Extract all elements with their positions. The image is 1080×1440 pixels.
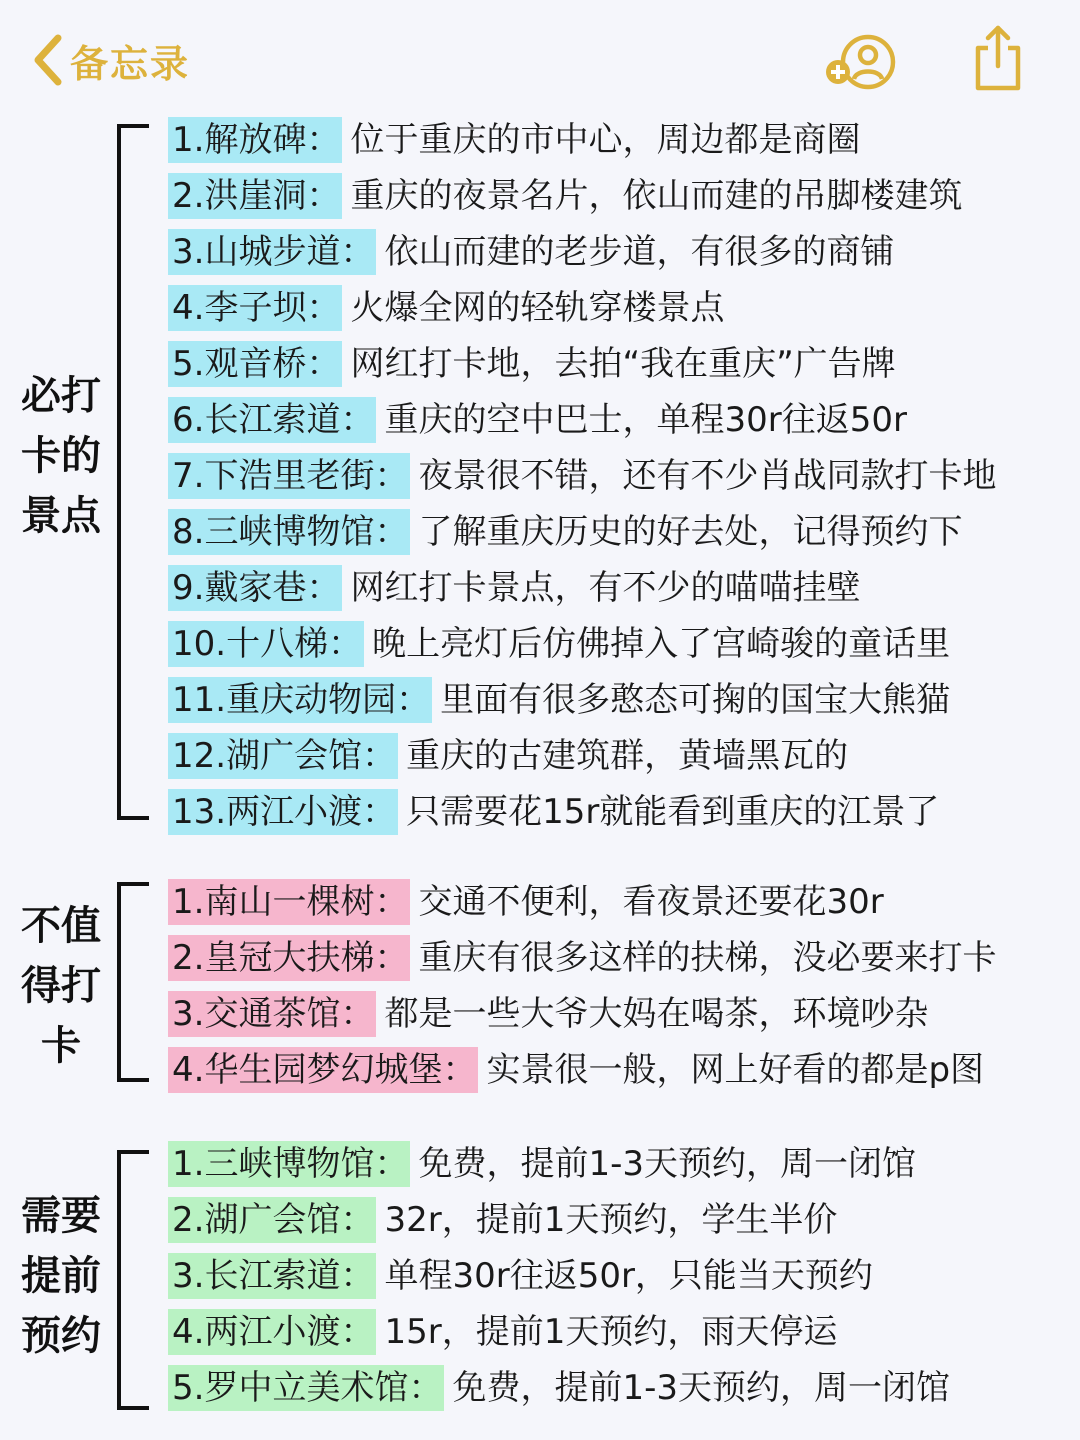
share-icon bbox=[968, 22, 1028, 94]
list-item bbox=[168, 1136, 950, 1192]
list-item bbox=[168, 112, 996, 168]
item-description: 火爆全网的轻轨穿楼景点 bbox=[350, 288, 725, 328]
item-description: 实景很一般，网上好看的都是p图 bbox=[486, 1050, 985, 1090]
item-description: 里面有很多憨态可掬的国宝大熊猫 bbox=[440, 680, 951, 720]
list-item bbox=[168, 986, 996, 1042]
list-item bbox=[168, 392, 996, 448]
item-description: 重庆的古建筑群，黄墙黑瓦的 bbox=[406, 736, 849, 776]
item-name: 11.重庆动物园： bbox=[168, 677, 432, 723]
section-bracket bbox=[117, 124, 149, 820]
list-item bbox=[168, 1042, 996, 1098]
navigation-bar bbox=[0, 0, 1080, 118]
section-label: 需要提前预约 bbox=[21, 1193, 101, 1359]
item-description: 15r，提前1天预约，雨天停运 bbox=[384, 1312, 838, 1352]
list-item bbox=[168, 280, 996, 336]
section-bracket bbox=[117, 1150, 149, 1410]
item-list bbox=[168, 112, 996, 840]
item-name: 3.交通茶馆： bbox=[168, 991, 376, 1037]
item-description: 重庆的夜景名片，依山而建的吊脚楼建筑 bbox=[350, 176, 963, 216]
list-item bbox=[168, 1304, 950, 1360]
section-reservation bbox=[0, 1136, 1080, 1416]
item-name: 2.洪崖洞： bbox=[168, 173, 342, 219]
back-button[interactable] bbox=[30, 28, 190, 92]
item-name: 3.山城步道： bbox=[168, 229, 376, 275]
item-name: 2.皇冠大扶梯： bbox=[168, 935, 410, 981]
item-description: 免费，提前1-3天预约，周一闭馆 bbox=[452, 1368, 950, 1408]
item-name: 4.华生园梦幻城堡： bbox=[168, 1047, 478, 1093]
item-description: 位于重庆的市中心，周边都是商圈 bbox=[350, 120, 861, 160]
item-name: 5.观音桥： bbox=[168, 341, 342, 387]
item-description: 都是一些大爷大妈在喝茶，环境吵杂 bbox=[384, 994, 929, 1034]
list-item bbox=[168, 1248, 950, 1304]
item-description: 重庆的空中巴士，单程30r往返50r bbox=[384, 400, 907, 440]
section-not-worth bbox=[0, 874, 1080, 1098]
list-item bbox=[168, 1360, 950, 1416]
back-label: 备忘录 bbox=[70, 41, 191, 86]
item-name: 1.三峡博物馆： bbox=[168, 1141, 410, 1187]
item-name: 3.长江索道： bbox=[168, 1253, 376, 1299]
item-description: 交通不便利，看夜景还要花30r bbox=[418, 882, 884, 922]
list-item bbox=[168, 874, 996, 930]
item-list bbox=[168, 874, 996, 1098]
item-name: 6.长江索道： bbox=[168, 397, 376, 443]
item-name: 10.十八梯： bbox=[168, 621, 364, 667]
list-item bbox=[168, 672, 996, 728]
item-name: 4.两江小渡： bbox=[168, 1309, 376, 1355]
chevron-left-icon bbox=[30, 32, 66, 88]
item-description: 网红打卡景点，有不少的喵喵挂壁 bbox=[350, 568, 861, 608]
item-description: 网红打卡地，去拍“我在重庆”广告牌 bbox=[350, 344, 896, 384]
item-name: 8.三峡博物馆： bbox=[168, 509, 410, 555]
person-add-icon bbox=[822, 32, 898, 92]
section-label: 必打卡的景点 bbox=[21, 373, 101, 539]
item-description: 免费，提前1-3天预约，周一闭馆 bbox=[418, 1144, 916, 1184]
list-item bbox=[168, 560, 996, 616]
section-bracket bbox=[117, 882, 149, 1082]
list-item bbox=[168, 1192, 950, 1248]
list-item bbox=[168, 504, 996, 560]
list-item bbox=[168, 224, 996, 280]
item-name: 7.下浩里老街： bbox=[168, 453, 410, 499]
item-description: 单程30r往返50r，只能当天预约 bbox=[384, 1256, 873, 1296]
item-name: 1.解放碑： bbox=[168, 117, 342, 163]
item-description: 32r，提前1天预约，学生半价 bbox=[384, 1200, 838, 1240]
item-description: 晚上亮灯后仿佛掉入了宫崎骏的童话里 bbox=[372, 624, 951, 664]
list-item bbox=[168, 168, 996, 224]
item-description: 夜景很不错，还有不少肖战同款打卡地 bbox=[418, 456, 997, 496]
list-item bbox=[168, 448, 996, 504]
item-name: 5.罗中立美术馆： bbox=[168, 1365, 444, 1411]
section-label: 不值得打卡 bbox=[21, 903, 101, 1069]
item-description: 了解重庆历史的好去处，记得预约下 bbox=[418, 512, 963, 552]
list-item bbox=[168, 336, 996, 392]
item-name: 4.李子坝： bbox=[168, 285, 342, 331]
list-item bbox=[168, 728, 996, 784]
add-person-button[interactable] bbox=[822, 32, 898, 92]
item-name: 1.南山一棵树： bbox=[168, 879, 410, 925]
item-description: 重庆有很多这样的扶梯，没必要来打卡 bbox=[418, 938, 997, 978]
section-must-visit bbox=[0, 112, 1080, 832]
list-item bbox=[168, 784, 996, 840]
item-name: 2.湖广会馆： bbox=[168, 1197, 376, 1243]
item-list bbox=[168, 1136, 950, 1416]
item-name: 13.两江小渡： bbox=[168, 789, 398, 835]
item-description: 只需要花15r就能看到重庆的江景了 bbox=[406, 792, 940, 832]
share-button[interactable] bbox=[968, 22, 1028, 94]
list-item bbox=[168, 616, 996, 672]
item-description: 依山而建的老步道，有很多的商铺 bbox=[384, 232, 895, 272]
item-name: 12.湖广会馆： bbox=[168, 733, 398, 779]
list-item bbox=[168, 930, 996, 986]
item-name: 9.戴家巷： bbox=[168, 565, 342, 611]
